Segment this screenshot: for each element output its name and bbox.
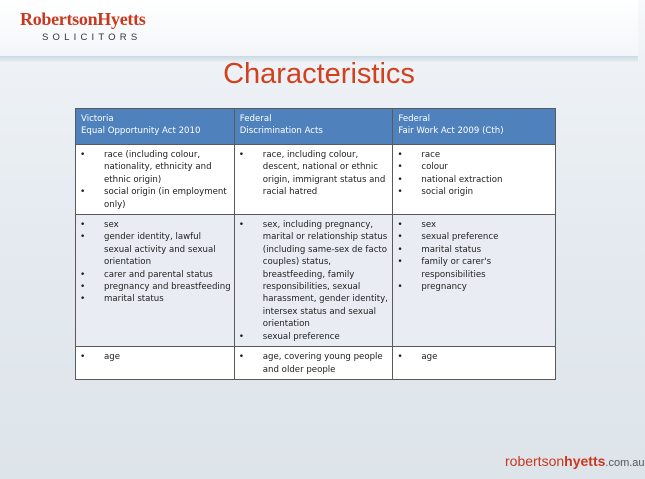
table-cell [234, 215, 393, 347]
list-item: • gender identity, lawful sexual activity and sexual orientation [80, 231, 231, 268]
list-item: • carer and parental status [80, 269, 231, 281]
list-item: • social origin [397, 186, 552, 198]
list-item: • sex, including pregnancy, marital or relationship status (including same-sex de facto couples) status, breastfeeding, family responsibilities, sexual harassment, gender identity, intersex status and sexual orientation [239, 219, 390, 331]
table-row [76, 215, 556, 347]
header-act: Fair Work Act 2009 (Cth) [398, 126, 504, 137]
header-jurisdiction: Federal [239, 114, 272, 124]
list-item: • pregnancy [397, 281, 552, 293]
list-item: • marital status [397, 244, 552, 256]
bullet-list [239, 351, 390, 376]
list-item: • family or carer's responsibilities [397, 256, 552, 281]
list-item: • social origin (in employment only) [80, 186, 231, 211]
logo-wordmark: RobertsonHyetts [20, 9, 146, 29]
table-cell [234, 145, 393, 215]
bullet-list [80, 351, 231, 363]
list-item: • sexual preference [397, 231, 552, 243]
header-act: Equal Opportunity Act 2010 [81, 126, 201, 137]
bullet-list [80, 149, 231, 211]
list-item: • age [397, 351, 552, 363]
list-item: • pregnancy and breastfeeding [80, 281, 231, 293]
bullet-list [80, 219, 231, 306]
header-federal-discrimination [234, 109, 393, 145]
header-victoria [76, 109, 235, 145]
list-item: • sex [80, 219, 231, 231]
table-row [76, 347, 556, 380]
table-cell [393, 347, 556, 380]
list-item: • sexual preference [239, 331, 390, 343]
table-cell [393, 215, 556, 347]
footer-domain: .com.au [605, 457, 645, 469]
bullet-list [239, 149, 390, 199]
bullet-list [397, 219, 552, 293]
list-item: • race, including colour, descent, national or ethnic origin, immigrant status and racial hatred [239, 149, 390, 199]
list-item: • age, covering young people and older people [239, 351, 390, 376]
table-cell [76, 215, 235, 347]
table-cell [76, 347, 235, 380]
table-cell [234, 347, 393, 380]
logo-tagline: SOLICITORS [42, 32, 142, 43]
list-item: • national extraction [397, 174, 552, 186]
list-item: • sex [397, 219, 552, 231]
table-cell [76, 145, 235, 215]
bullet-list [397, 351, 552, 363]
table-row [76, 145, 556, 215]
table-cell [393, 145, 556, 215]
table-header-row [76, 109, 556, 145]
company-logo [20, 10, 145, 43]
header-act: Discrimination Acts [239, 126, 323, 137]
footer-brand-first: robertson [505, 453, 565, 469]
footer-brand-second: hyetts [564, 453, 606, 469]
list-item: • colour [397, 161, 552, 173]
list-item: • marital status [80, 293, 231, 305]
footer-logo [505, 453, 645, 471]
characteristics-table [75, 108, 556, 380]
bullet-list [239, 219, 390, 343]
header-jurisdiction: Federal [398, 114, 431, 124]
header-federal-fair-work [393, 109, 556, 145]
header-jurisdiction: Victoria [81, 114, 114, 124]
list-item: • race [397, 149, 552, 161]
list-item: • age [80, 351, 231, 363]
list-item: • race (including colour, nationality, ethnicity and ethnic origin) [80, 149, 231, 186]
bullet-list [397, 149, 552, 199]
slide-title: Characteristics [223, 58, 415, 90]
